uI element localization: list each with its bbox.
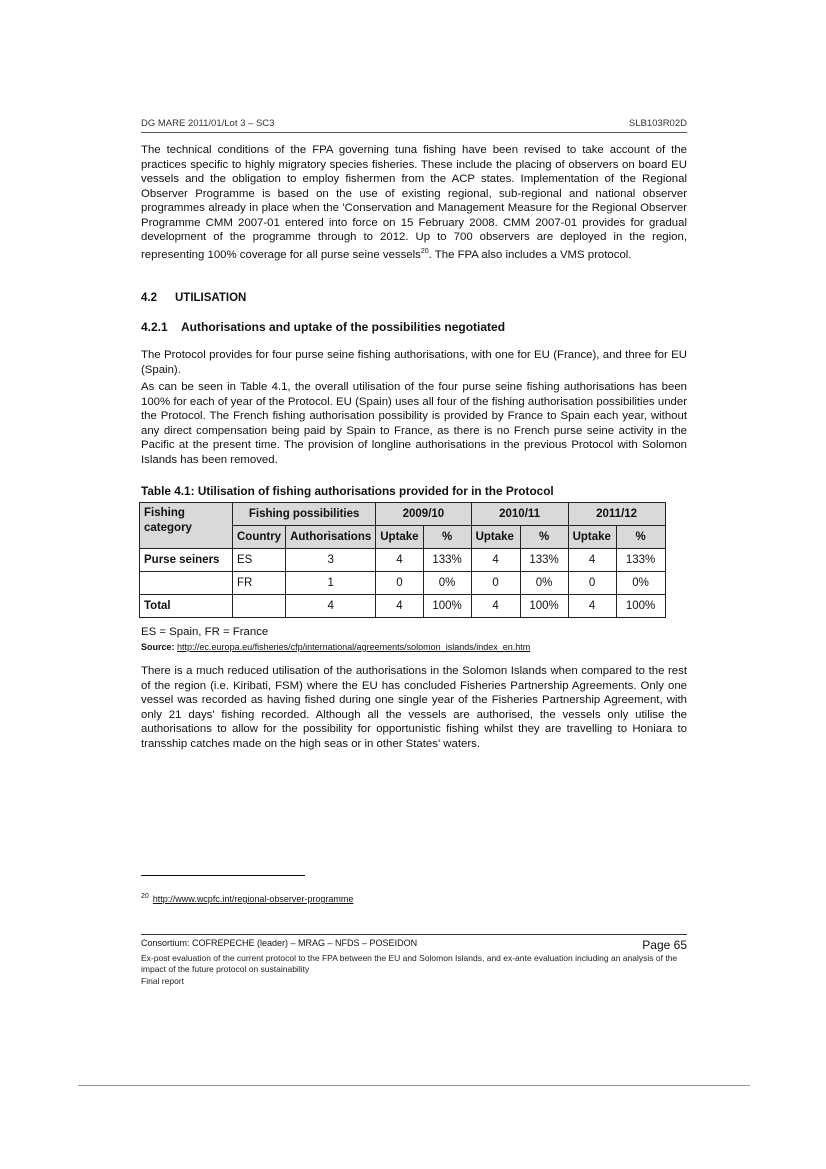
cell-pct-2: 0%: [520, 572, 568, 595]
header-uptake-1: Uptake: [376, 526, 423, 549]
cell-uptake-2: 0: [471, 572, 520, 595]
footnote-link[interactable]: http://www.wcpfc.int/regional-observer-programme: [152, 894, 354, 904]
cell-category: Total: [140, 595, 233, 618]
header-year-2: 2010/11: [471, 503, 568, 526]
cell-pct-2: 100%: [520, 595, 568, 618]
cell-country: FR: [233, 572, 286, 595]
source-link[interactable]: http://ec.europa.eu/fisheries/cfp/international/agreements/solomon_islands/index_en.htm: [177, 642, 531, 652]
cell-authorisations: 1: [286, 572, 376, 595]
table-row: [140, 572, 666, 595]
header-pct-2: %: [520, 526, 568, 549]
protocol-paragraph: The Protocol provides for four purse seine fishing authorisations, with one for EU (France), and three for EU (Spain).: [141, 349, 687, 376]
cell-pct-3: 100%: [616, 595, 665, 618]
footnote-number: 20: [141, 893, 149, 900]
cell-uptake-1: 4: [376, 595, 423, 618]
cell-uptake-2: 4: [471, 595, 520, 618]
running-header: [141, 118, 687, 133]
cell-uptake-3: 4: [568, 595, 616, 618]
footer-description: Ex-post evaluation of the current protocol to the FPA between the EU and Solomon Islands, and ex-ante evaluation including an analysis of the impact of the future protocol on sustainability: [141, 953, 678, 974]
header-fishing-possibilities: Fishing possibilities: [233, 503, 376, 526]
cell-pct-3: 133%: [616, 549, 665, 572]
intro-text: The technical conditions of the FPA governing tuna fishing have been revised to take account of the practices specific to highly migratory species fisheries. These include the placing of observers on board EU vessels and the obligation to employ fishermen from the ACP states. Implementation of the Regional Observer Programme is based on the use of existing regional, sub-regional and national observer programmes already in place when the 'Conservation and Management Measure for the Regional Observer Programme CMM 2007-01 entered into force on 15 February 2008. CMM 2007-01 provides for gradual development of the programme through to 2012. Up to 700 observers are deployed in the region, representing 100% coverage for all purse seine vessels: [141, 144, 687, 261]
reduced-utilisation-paragraph: There is a much reduced utilisation of the authorisations in the Solomon Islands when compared to the rest of the region (i.e. Kiribati, FSM) where the EU has concluded Fisheries Partnership Agreements. Only one vessel was recorded as having fished during one single year of the Fisheries Partnership Agreement, with only 21 days' fishing recorded. Although all the vessels are authorised, the vessels only utilise the authorisations to allow for the possibility for opportunistic fishing whilst they are travelling to Honiara to transship catches made on the high seas or in other States' waters.: [141, 665, 687, 750]
cell-pct-1: 133%: [423, 549, 471, 572]
cell-category: Purse seiners: [140, 549, 233, 572]
footer-report: Final report: [141, 976, 184, 986]
header-year-3: 2011/12: [568, 503, 665, 526]
section-title: UTILISATION: [175, 292, 247, 304]
cell-pct-2: 133%: [520, 549, 568, 572]
intro-text-end: . The FPA also includes a VMS protocol.: [428, 248, 632, 261]
table-note: ES = Spain, FR = France: [141, 626, 269, 638]
section-number: 4.2: [141, 292, 157, 304]
header-authorisations: Authorisations: [286, 526, 376, 549]
cell-uptake-1: 4: [376, 549, 423, 572]
cell-uptake-1: 0: [376, 572, 423, 595]
table-intro-paragraph: As can be seen in Table 4.1, the overall utilisation of the four purse seine fishing authorisations has been 100% for each of year of the Protocol. EU (Spain) uses all four of the fishing authorisation possibilities under the Protocol. The French fishing authorisation possibility is provided by France to Spain each year, without any direct compensation being paid by Spain to France, as there is no French purse seine activity in the Pacific at the present time. The provision of longline authorisations in the previous Protocol with Solomon Islands has been removed.: [141, 381, 687, 466]
source-label: Source:: [141, 642, 175, 652]
section-heading: [141, 292, 246, 304]
cell-uptake-2: 4: [471, 549, 520, 572]
footer-top: [141, 938, 687, 952]
subsection-number: 4.2.1: [141, 320, 168, 334]
header-year-1: 2009/10: [376, 503, 471, 526]
table-source: [141, 642, 530, 652]
subsection-heading: [141, 320, 505, 334]
page-number: Page 65: [642, 938, 687, 952]
header-fishing-category: Fishing category: [140, 503, 233, 549]
subsection-title: Authorisations and uptake of the possibilities negotiated: [181, 320, 506, 334]
cell-uptake-3: 0: [568, 572, 616, 595]
table-row: [140, 549, 666, 572]
table-total-row: [140, 595, 666, 618]
cell-pct-3: 0%: [616, 572, 665, 595]
table-header-row: [140, 503, 666, 526]
header-uptake-3: Uptake: [568, 526, 616, 549]
cell-country: ES: [233, 549, 286, 572]
intro-paragraph: [141, 143, 687, 262]
header-uptake-2: Uptake: [471, 526, 520, 549]
cell-authorisations: 3: [286, 549, 376, 572]
header-right: SLB103R02D: [628, 118, 687, 129]
authorisations-table: [139, 502, 666, 618]
footer-divider: [141, 934, 687, 935]
page-bottom-rule: [78, 1085, 750, 1086]
cell-pct-1: 100%: [423, 595, 471, 618]
header-left: DG MARE 2011/01/Lot 3 – SC3: [141, 118, 275, 129]
table-caption: Table 4.1: Utilisation of fishing authorisations provided for in the Protocol: [141, 484, 554, 498]
footer-consortium: Consortium: COFREPECHE (leader) – MRAG – NFDS – POSEIDON: [141, 938, 418, 948]
cell-authorisations: 4: [286, 595, 376, 618]
footnote: [141, 893, 353, 904]
cell-category: [140, 572, 233, 595]
header-country: Country: [233, 526, 286, 549]
header-pct-3: %: [616, 526, 665, 549]
footnote-ref[interactable]: 20: [420, 247, 429, 255]
footnote-divider: [141, 875, 305, 876]
cell-pct-1: 0%: [423, 572, 471, 595]
header-pct-1: %: [423, 526, 471, 549]
cell-country: [233, 595, 286, 618]
cell-uptake-3: 4: [568, 549, 616, 572]
